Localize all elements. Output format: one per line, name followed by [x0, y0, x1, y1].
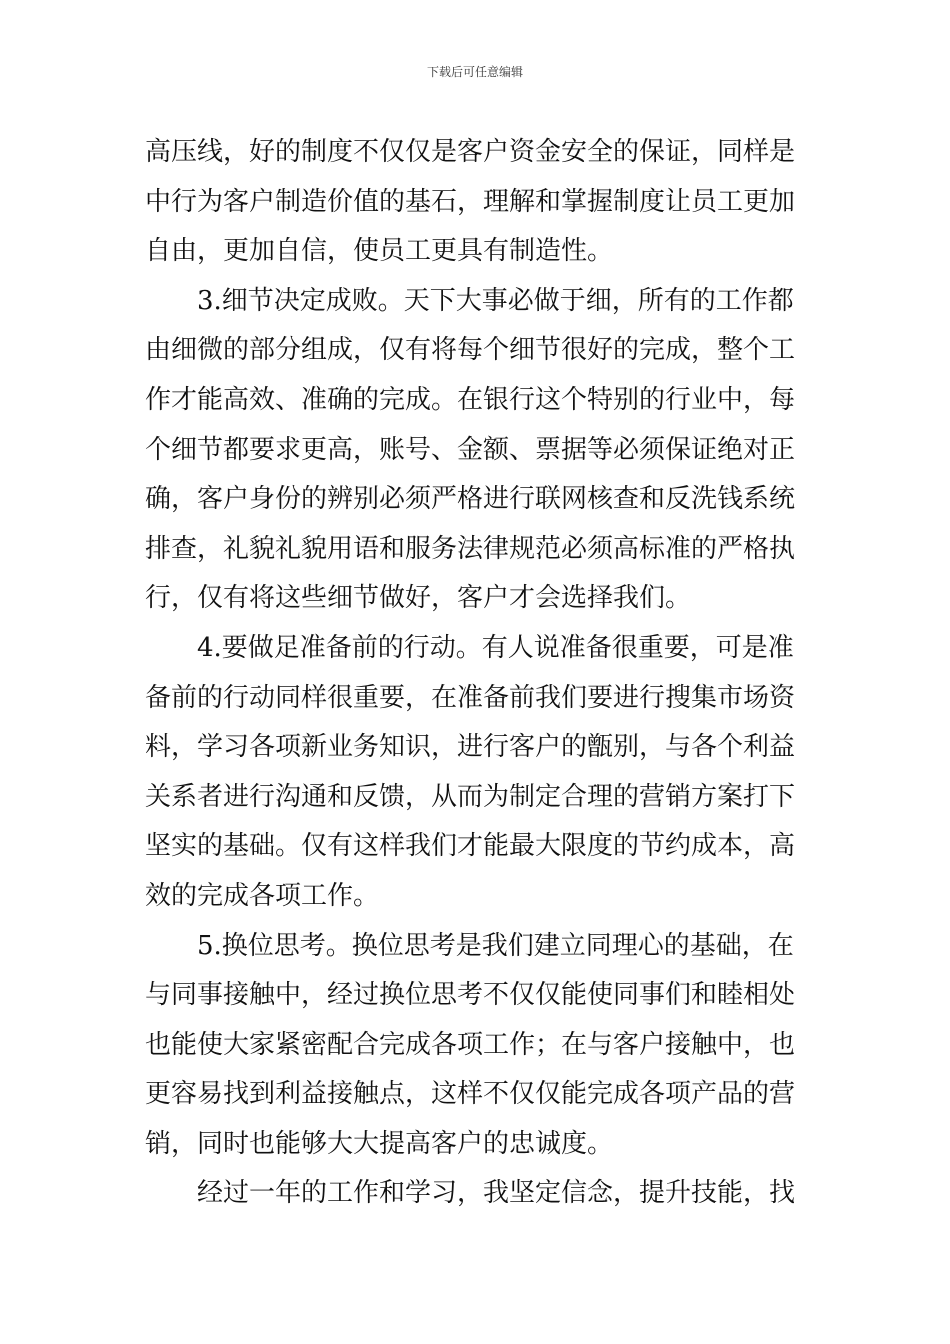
text-line: 也能使大家紧密配合完成各项工作；在与客户接触中，也: [145, 1029, 796, 1060]
text-line: 确，客户身份的辨别必须严格进行联网核查和反洗钱系统: [145, 484, 796, 515]
text-line: 中行为客户制造价值的基石，理解和掌握制度让员工更加: [145, 186, 796, 217]
text-line: 排查，礼貌礼貌用语和服务法律规范必须高标准的严格执: [145, 533, 796, 564]
text-line: 由细微的部分组成，仅有将每个细节很好的完成，整个工: [145, 335, 796, 366]
text-line: 备前的行动同样很重要，在准备前我们要进行搜集市场资: [145, 682, 796, 713]
paragraph-start-line: 4.要做足准备前的行动。有人说准备很重要，可是准: [197, 632, 794, 663]
paragraph-start-line: 3.细节决定成败。天下大事必做于细，所有的工作都: [197, 285, 794, 316]
text-line: 个细节都要求更高，账号、金额、票据等必须保证绝对正: [145, 434, 796, 465]
text-line: 自由，更加自信，使员工更具有制造性。: [145, 236, 614, 267]
text-line: 高压线，好的制度不仅仅是客户资金安全的保证，同样是: [145, 137, 796, 167]
document-body: [145, 128, 815, 1219]
text-line: 作才能高效、准确的完成。在银行这个特别的行业中，每: [145, 384, 796, 415]
text-line: 更容易找到利益接触点，这样不仅仅能完成各项产品的营: [145, 1079, 796, 1110]
text-line: 与同事接触中，经过换位思考不仅仅能使同事们和睦相处: [145, 980, 796, 1011]
page-header: 下载后可任意编辑: [426, 65, 523, 79]
paragraph-start-line: 5.换位思考。换位思考是我们建立同理心的基础，在: [197, 930, 794, 961]
text-line: 关系者进行沟通和反馈，从而为制定合理的营销方案打下: [145, 781, 796, 812]
text-line: 料，学习各项新业务知识，进行客户的甑别，与各个利益: [145, 732, 796, 763]
text-line: 坚实的基础。仅有这样我们才能最大限度的节约成本，高: [145, 831, 796, 862]
text-line: 行，仅有将这些细节做好，客户才会选择我们。: [145, 583, 692, 614]
text-line: 效的完成各项工作。: [145, 880, 380, 911]
text-line: 销，同时也能够大大提高客户的忠诚度。: [145, 1128, 614, 1159]
paragraph-start-line: 经过一年的工作和学习，我坚定信念，提升技能，找: [197, 1178, 796, 1209]
